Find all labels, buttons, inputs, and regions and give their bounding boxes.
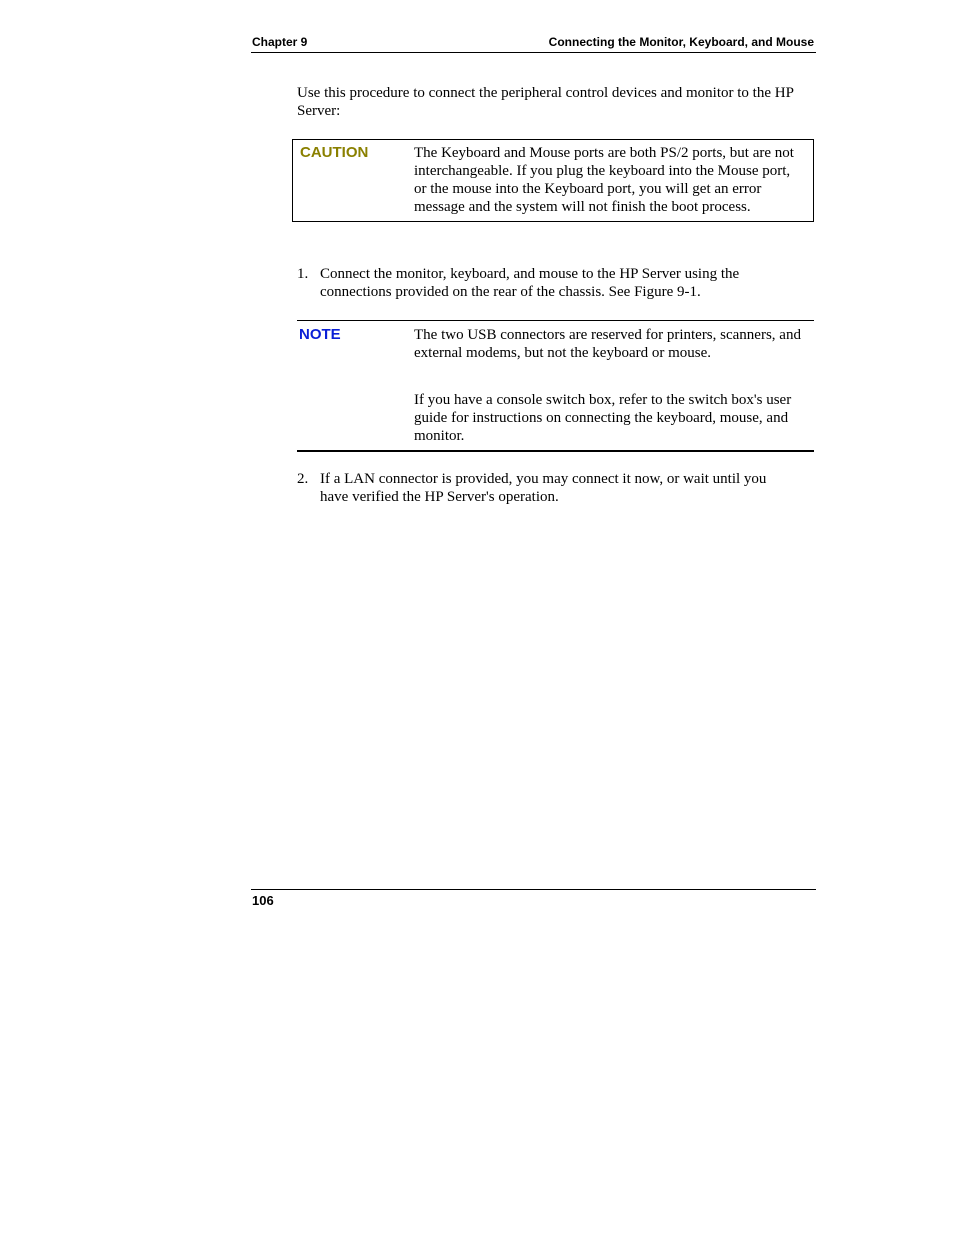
note-label: NOTE bbox=[299, 326, 341, 343]
page-footer bbox=[251, 889, 816, 908]
chapter-label: Chapter 9 bbox=[252, 35, 308, 49]
caution-label: CAUTION bbox=[300, 144, 369, 161]
intro-paragraph: Use this procedure to connect the peripheral control devices and monitor to the HP Server: bbox=[297, 85, 794, 119]
step-text: Connect the monitor, keyboard, and mouse to the HP Server using the connections provided on the rear of the chassis. See Figure 9-1. bbox=[320, 266, 740, 300]
step-number: 2. bbox=[297, 471, 309, 487]
page-header bbox=[251, 34, 816, 53]
caution-box bbox=[292, 139, 814, 222]
note-paragraph: If you have a console switch box, refer to the switch box's user guide for instructions on connecting the keyboard, mouse, and monitor. bbox=[414, 392, 792, 444]
chapter-title: Connecting the Monitor, Keyboard, and Mouse bbox=[548, 35, 814, 49]
note-box bbox=[297, 320, 814, 452]
step-number: 1. bbox=[297, 266, 309, 282]
page-number: 106 bbox=[252, 893, 274, 908]
caution-text: The Keyboard and Mouse ports are both PS/2 ports, but are not interchangeable. If you plug the keyboard into the Mouse port, or the mouse into the Keyboard port, you will get an error message and the system will not finish the boot process. bbox=[414, 145, 794, 215]
note-paragraph: The two USB connectors are reserved for printers, scanners, and external modems, but not the keyboard or mouse. bbox=[414, 327, 801, 361]
step-text: If a LAN connector is provided, you may connect it now, or wait until you have verified the HP Server's operation. bbox=[320, 471, 767, 505]
